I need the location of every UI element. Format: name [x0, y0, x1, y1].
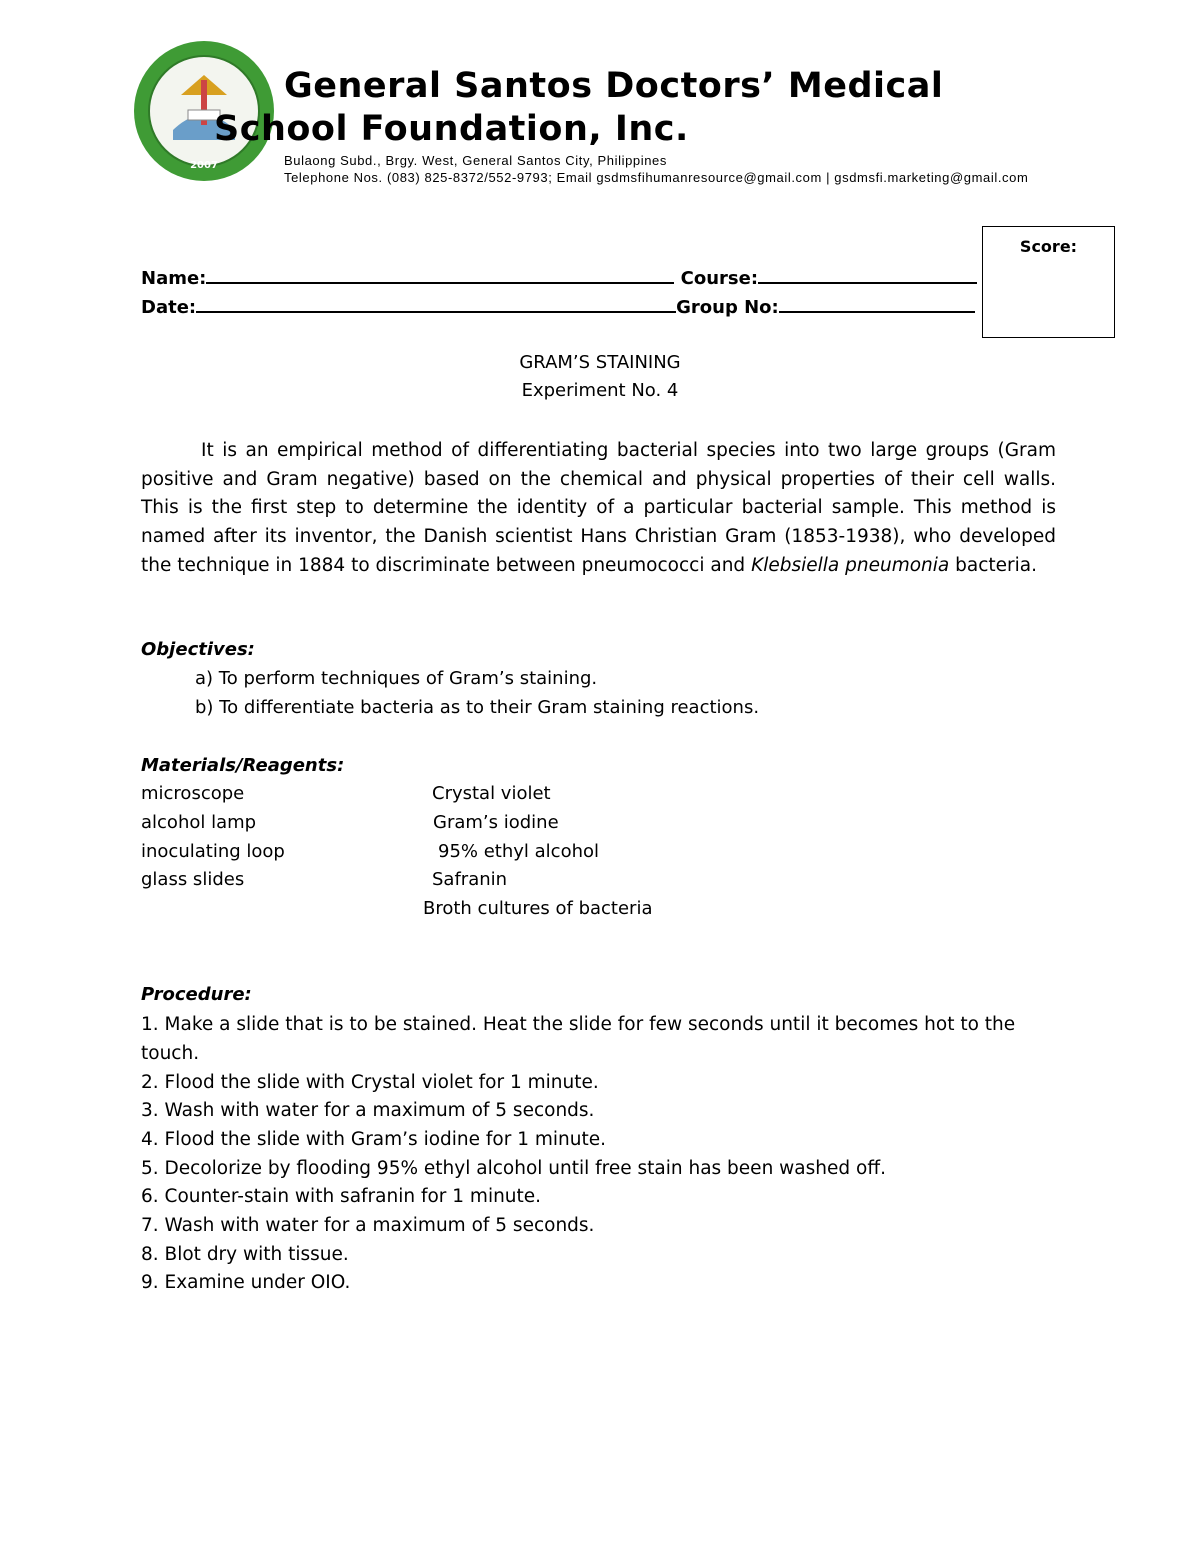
reagent-item: Crystal violet: [432, 783, 551, 804]
procedure-step: 8. Blot dry with tissue.: [141, 1244, 349, 1265]
name-course-row: [141, 268, 977, 289]
reagent-item: Safranin: [432, 869, 508, 890]
school-name-line-2: School Foundation, Inc.: [214, 109, 689, 149]
date-label: Date:: [141, 297, 197, 318]
reagent-item: Broth cultures of bacteria: [423, 898, 653, 919]
experiment-number: Experiment No. 4: [521, 380, 679, 401]
intro-text: It is an empirical method of differentiating bacterial species into two large groups (Gram positive and Gram negative) based on the chemical and physical properties of their cell walls. This is the first step to determine the identity of a particular bacterial sample. This method is named after its inventor, the Danish scientist Hans Christian Gram (1853-1938), who developed the technique in 1884 to discriminate between pneumococci and: [141, 440, 1056, 576]
course-blank[interactable]: [758, 268, 977, 284]
logo-year: 2007: [190, 160, 218, 171]
group-label: Group No:: [676, 297, 779, 318]
materials-heading: Materials/Reagents:: [141, 755, 345, 776]
objective-item: b) To differentiate bacteria as to their Gram staining reactions.: [195, 697, 760, 718]
objectives-heading: Objectives:: [141, 639, 255, 660]
intro-paragraph: [141, 437, 1056, 581]
score-label: Score:: [1019, 237, 1078, 256]
procedure-step: 5. Decolorize by flooding 95% ethyl alcohol until free stain has been washed off.: [141, 1158, 886, 1179]
procedure-step: 2. Flood the slide with Crystal violet for 1 minute.: [141, 1072, 599, 1093]
document-title: GRAM’S STAINING: [519, 352, 681, 373]
material-item: alcohol lamp: [141, 812, 257, 833]
reagent-item: 95% ethyl alcohol: [438, 841, 600, 862]
date-group-row: [141, 297, 975, 318]
name-blank[interactable]: [206, 268, 674, 284]
group-blank[interactable]: [779, 297, 975, 313]
material-item: inoculating loop: [141, 841, 285, 862]
reagent-item: Gram’s iodine: [433, 812, 559, 833]
intro-text-end: bacteria.: [955, 554, 1037, 576]
date-blank[interactable]: [196, 297, 676, 313]
course-label: Course:: [680, 268, 759, 289]
intro-italic-species: Klebsiella pneumonia: [751, 554, 950, 576]
name-label: Name:: [141, 268, 207, 289]
score-box[interactable]: [982, 226, 1115, 338]
procedure-step: 1. Make a slide that is to be stained. Heat the slide for few seconds until it becomes hot to the touch.: [141, 1014, 1016, 1064]
procedure-step: 9. Examine under OIO.: [141, 1272, 351, 1293]
school-address: Bulaong Subd., Brgy. West, General Santos City, Philippines: [284, 153, 667, 168]
school-contact: Telephone Nos. (083) 825-8372/552-9793; Email gsdmsfihumanresource@gmail.com | gsdmsfi.marketing@gmail.com: [284, 170, 1029, 185]
procedure-step: 7. Wash with water for a maximum of 5 seconds.: [141, 1215, 595, 1236]
procedure-step: 6. Counter-stain with safranin for 1 minute.: [141, 1186, 542, 1207]
objective-item: a) To perform techniques of Gram’s staining.: [195, 668, 598, 689]
material-item: microscope: [141, 783, 245, 804]
procedure-heading: Procedure:: [141, 984, 252, 1005]
procedure-step: 3. Wash with water for a maximum of 5 seconds.: [141, 1100, 595, 1121]
school-name-line-1: General Santos Doctors’ Medical: [284, 66, 944, 106]
material-item: glass slides: [141, 869, 245, 890]
procedure-step: 4. Flood the slide with Gram’s iodine for 1 minute.: [141, 1129, 606, 1150]
